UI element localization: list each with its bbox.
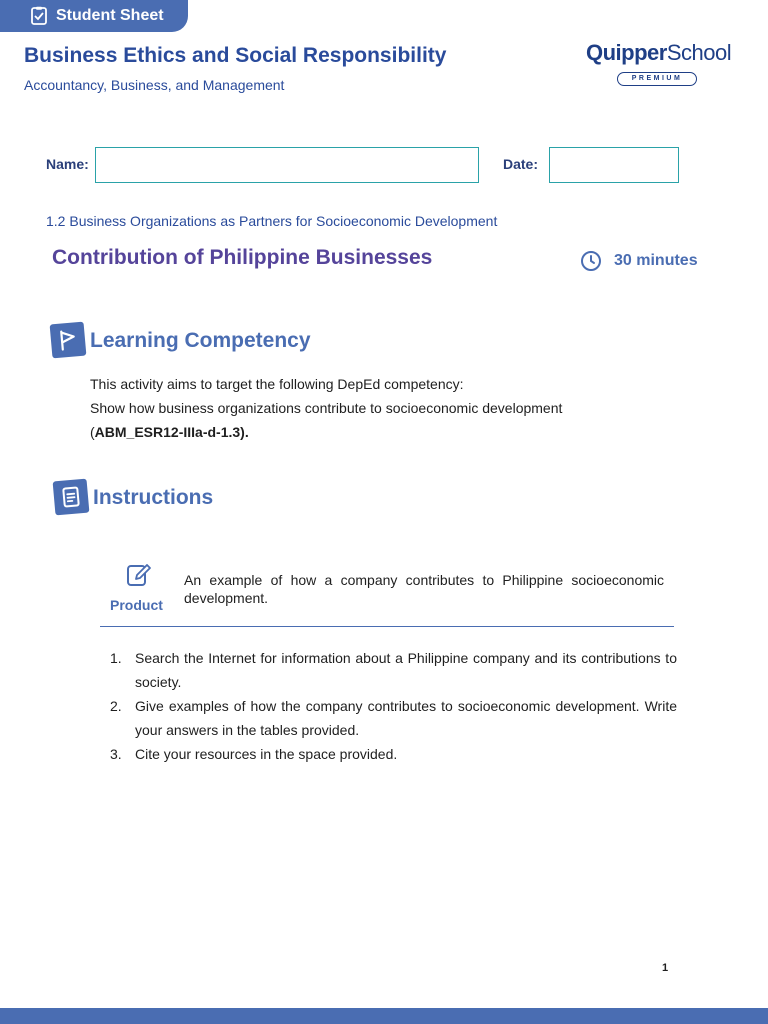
logo-premium-badge: PREMIUM (617, 72, 697, 86)
subject-subtitle: Accountancy, Business, and Management (24, 77, 285, 93)
list-item (110, 742, 677, 766)
logo-word-bold: Quipper (586, 40, 667, 65)
clock-icon (580, 250, 602, 272)
product-box (100, 556, 674, 627)
product-label: Product (110, 597, 163, 613)
duration-text: 30 minutes (614, 252, 698, 269)
product-description: An example of how a company contributes to Philippine socioeconomic development. (184, 572, 664, 606)
subject-title: Business Ethics and Social Responsibility (24, 44, 447, 67)
page-number: 1 (662, 962, 669, 974)
competency-line-2: Show how business organizations contribute to socioeconomic development (90, 400, 563, 416)
competency-code-close: ). (240, 424, 249, 440)
instruction-steps (110, 646, 677, 766)
clipboard-check-icon (30, 6, 48, 26)
competency-text (90, 372, 690, 444)
step-text: Search the Internet for information about a Philippine company and its contributions to society. (135, 650, 677, 690)
competency-code-open: ( (90, 424, 95, 440)
step-text: Cite your resources in the space provided. (135, 746, 398, 762)
footer-bar (0, 1008, 768, 1024)
learning-competency-title: Learning Competency (90, 329, 311, 352)
competency-code-line (90, 420, 690, 444)
activity-title: Contribution of Philippine Businesses (52, 246, 433, 269)
step-number: 3. (110, 746, 122, 762)
step-number: 2. (110, 698, 122, 714)
competency-code: ABM_ESR12-IIIa-d-1.3 (94, 424, 241, 440)
instructions-title: Instructions (93, 486, 214, 509)
list-item (110, 646, 677, 694)
quipper-school-logo (586, 40, 732, 90)
document-icon (53, 479, 90, 516)
name-field[interactable] (95, 147, 479, 183)
edit-note-icon (126, 562, 152, 588)
name-label: Name: (46, 156, 89, 172)
date-label: Date: (503, 156, 539, 172)
lesson-topic: 1.2 Business Organizations as Partners for Socioeconomic Development (46, 213, 498, 229)
flag-icon (50, 322, 87, 359)
date-field[interactable] (549, 147, 679, 183)
list-item (110, 694, 677, 742)
step-text: Give examples of how the company contributes to socioeconomic development. Write your answers in the tables provided. (135, 698, 677, 738)
student-sheet-label: Student Sheet (56, 7, 164, 24)
step-number: 1. (110, 650, 122, 666)
competency-line-1: This activity aims to target the following DepEd competency: (90, 376, 464, 392)
duration (580, 250, 698, 272)
logo-word-light: School (666, 40, 732, 65)
student-sheet-tab (0, 0, 188, 32)
